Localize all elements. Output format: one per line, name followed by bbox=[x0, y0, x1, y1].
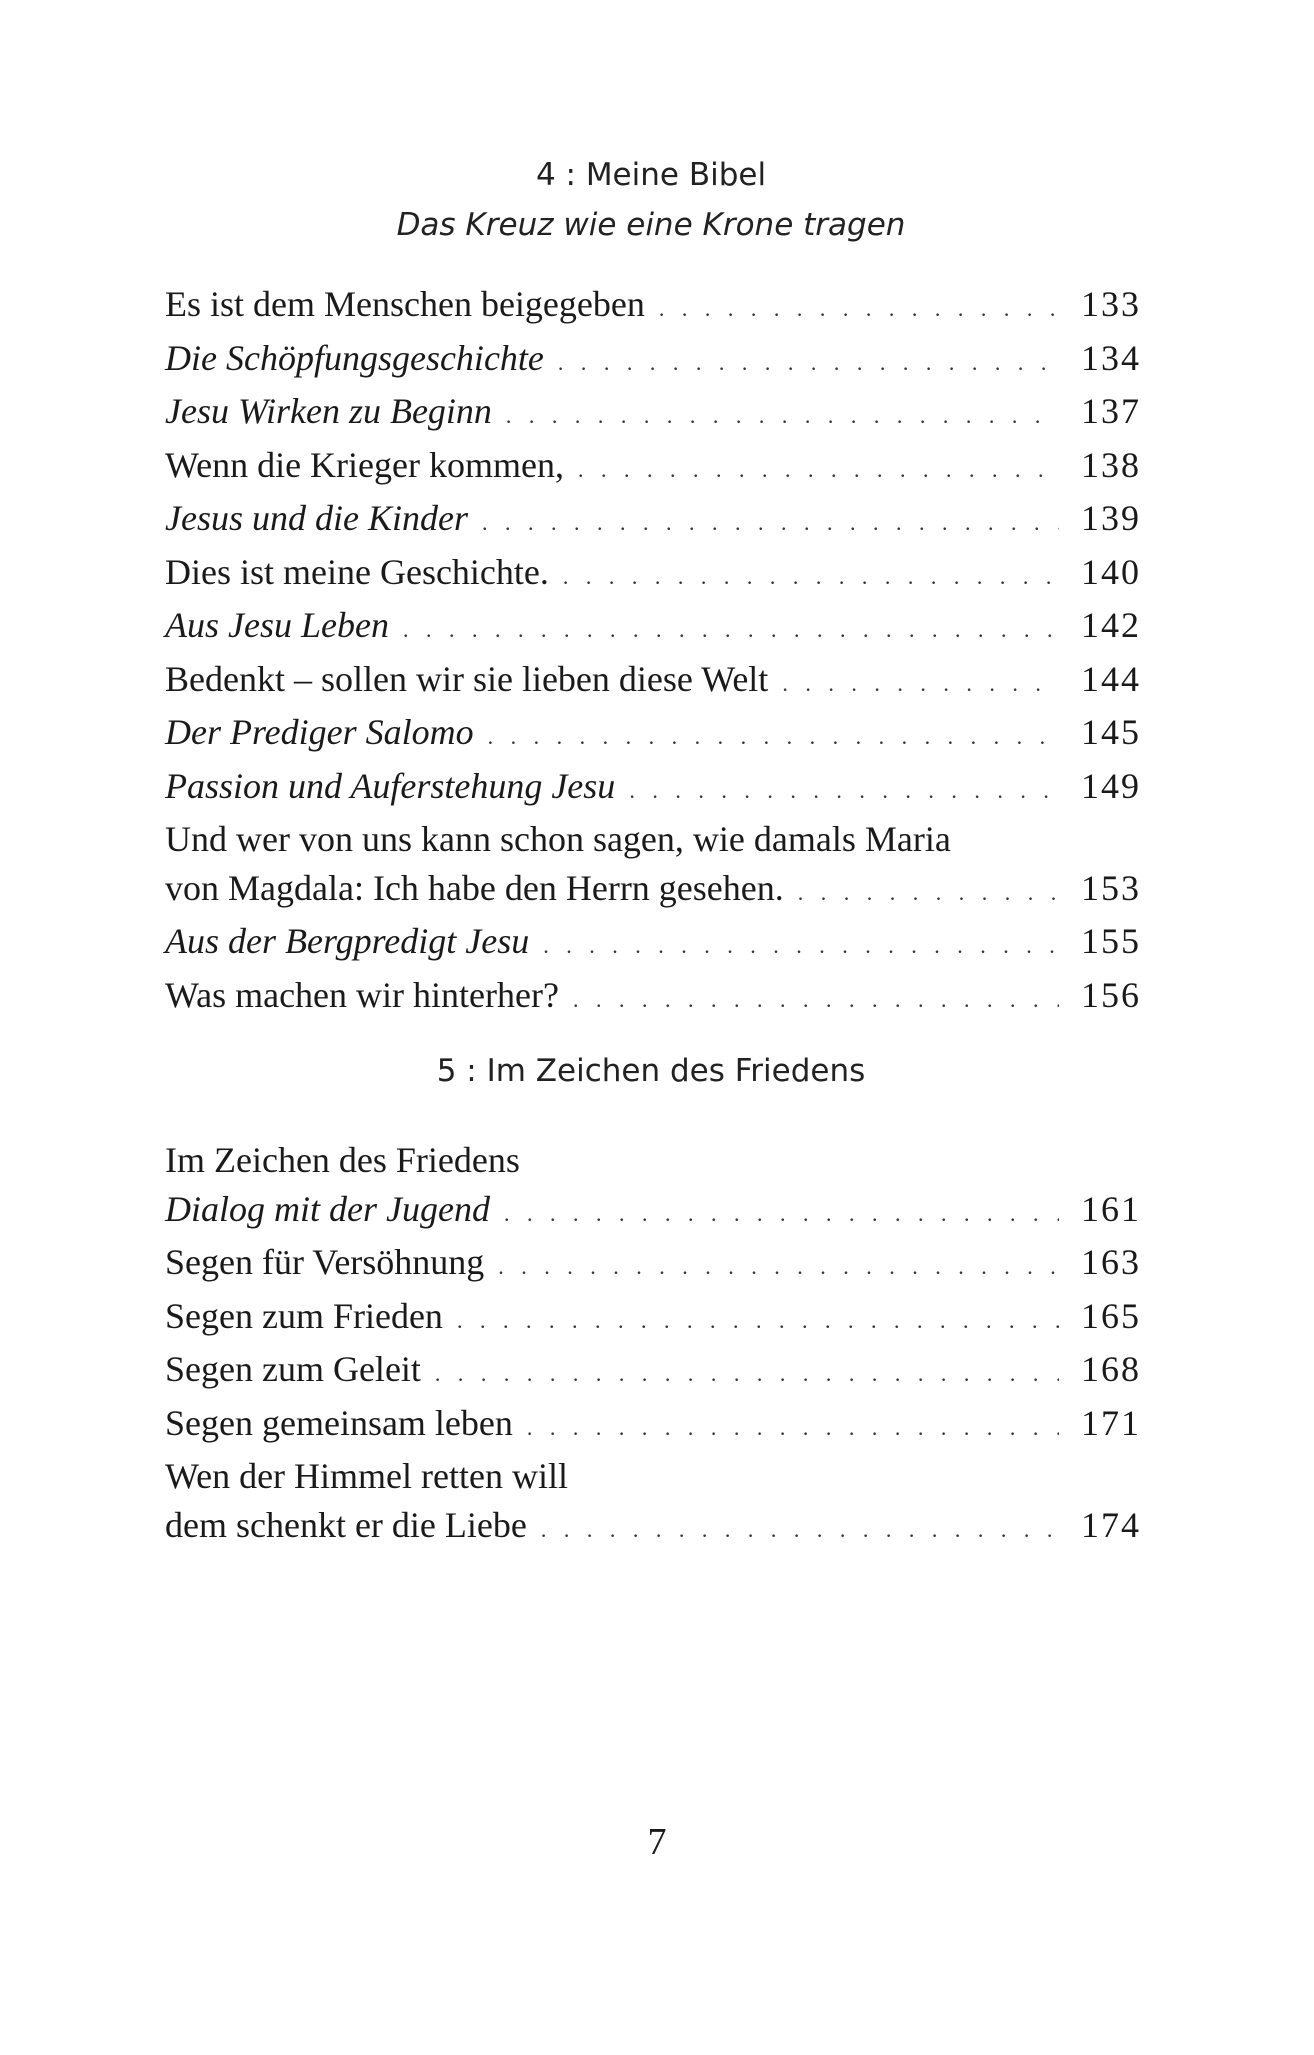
toc-entry[interactable] bbox=[165, 864, 1141, 918]
dot-leader bbox=[563, 553, 1059, 602]
toc-entry-title: Segen zum Geleit bbox=[165, 1349, 421, 1389]
toc-entry-title: Dies ist meine Geschichte. bbox=[165, 551, 549, 592]
toc-entry-page: 138 bbox=[1081, 444, 1141, 485]
toc-group-title: Im Zeichen des Friedens bbox=[165, 1140, 520, 1180]
dot-leader bbox=[578, 446, 1059, 495]
dot-leader bbox=[506, 392, 1059, 441]
toc-entry-title: Es ist dem Menschen beigegeben bbox=[165, 284, 645, 324]
toc-entry-title-line2: von Magdala: Ich habe den Herrn gesehen. bbox=[165, 867, 784, 908]
toc-entry[interactable] bbox=[165, 1399, 1141, 1453]
toc-entry-page: 144 bbox=[1081, 658, 1141, 699]
toc-entry-page: 171 bbox=[1081, 1402, 1141, 1443]
dot-leader bbox=[504, 1190, 1059, 1239]
toc-entry-title: Die Schöpfungsgeschichte bbox=[165, 337, 544, 378]
toc-entry-page: 133 bbox=[1081, 284, 1141, 324]
section-5-heading: 5 : Im Zeichen des Friedens bbox=[436, 1053, 866, 1089]
dot-leader bbox=[488, 713, 1059, 762]
toc-entry-title: Passion und Auferstehung Jesu bbox=[165, 765, 616, 806]
dot-leader bbox=[403, 606, 1059, 655]
toc-entry-page: 134 bbox=[1081, 337, 1141, 378]
dot-leader bbox=[573, 976, 1059, 1025]
table-of-contents-page bbox=[165, 150, 1141, 1554]
dot-leader bbox=[527, 1404, 1059, 1453]
section-5-entries bbox=[165, 1136, 1141, 1554]
toc-entry-page: 163 bbox=[1081, 1242, 1141, 1282]
toc-entry[interactable] bbox=[165, 1185, 1141, 1239]
toc-entry[interactable] bbox=[165, 708, 1141, 762]
toc-entry[interactable] bbox=[165, 441, 1141, 495]
toc-entry-page: 145 bbox=[1081, 712, 1141, 752]
section-4-subheading: Das Kreuz wie eine Krone tragen bbox=[396, 207, 906, 243]
dot-leader bbox=[543, 922, 1059, 971]
toc-entry-title-line1[interactable]: Wen der Himmel retten will bbox=[165, 1456, 568, 1496]
toc-entry[interactable] bbox=[165, 334, 1141, 388]
toc-entry-title: Aus Jesu Leben bbox=[165, 605, 389, 645]
toc-entry[interactable] bbox=[165, 601, 1141, 655]
toc-entry-page: 140 bbox=[1081, 551, 1141, 592]
toc-entry-page: 137 bbox=[1081, 391, 1141, 431]
toc-entry-page: 142 bbox=[1081, 605, 1141, 645]
dot-leader bbox=[629, 767, 1059, 816]
toc-entry-page: 153 bbox=[1081, 867, 1141, 908]
toc-entry-page: 149 bbox=[1081, 765, 1141, 806]
section-4-heading: 4 : Meine Bibel bbox=[535, 157, 767, 193]
dot-leader bbox=[782, 660, 1059, 709]
dot-leader bbox=[558, 339, 1059, 388]
section-4-entries bbox=[165, 280, 1141, 1024]
toc-entry-title-line2: dem schenkt er die Liebe bbox=[165, 1504, 527, 1545]
toc-entry-title-line1[interactable]: Und wer von uns kann schon sagen, wie damals Maria bbox=[165, 819, 951, 859]
toc-entry-page: 168 bbox=[1081, 1349, 1141, 1389]
toc-entry[interactable] bbox=[165, 1292, 1141, 1346]
toc-entry-page: 156 bbox=[1081, 974, 1141, 1015]
toc-entry-title: Aus der Bergpredigt Jesu bbox=[165, 921, 530, 961]
dot-leader bbox=[435, 1350, 1059, 1399]
toc-entry-page: 174 bbox=[1081, 1504, 1141, 1545]
toc-entry-title: Jesus und die Kinder bbox=[165, 498, 468, 538]
dot-leader bbox=[541, 1506, 1059, 1555]
toc-entry-title: Segen zum Frieden bbox=[165, 1295, 443, 1336]
toc-entry-title: Was machen wir hinterher? bbox=[165, 974, 559, 1015]
dot-leader bbox=[798, 869, 1059, 918]
toc-entry[interactable] bbox=[165, 971, 1141, 1025]
dot-leader bbox=[659, 285, 1059, 334]
toc-entry-title: Jesu Wirken zu Beginn bbox=[165, 391, 492, 431]
toc-entry[interactable] bbox=[165, 548, 1141, 602]
toc-entry[interactable] bbox=[165, 280, 1141, 334]
toc-entry[interactable] bbox=[165, 762, 1141, 816]
toc-entry-page: 155 bbox=[1081, 921, 1141, 961]
dot-leader bbox=[498, 1243, 1059, 1292]
toc-entry[interactable] bbox=[165, 917, 1141, 971]
toc-entry[interactable] bbox=[165, 1238, 1141, 1292]
toc-entry[interactable] bbox=[165, 655, 1141, 709]
toc-entry-title: Segen gemeinsam leben bbox=[165, 1402, 513, 1443]
dot-leader bbox=[457, 1297, 1059, 1346]
toc-entry[interactable] bbox=[165, 1345, 1141, 1399]
toc-entry-page: 139 bbox=[1081, 498, 1141, 538]
toc-entry-title: Wenn die Krieger kommen, bbox=[165, 444, 564, 485]
toc-entry[interactable] bbox=[165, 387, 1141, 441]
toc-entry-page: 161 bbox=[1081, 1188, 1141, 1229]
toc-entry-title: Segen für Versöhnung bbox=[165, 1242, 485, 1282]
toc-entry-title: Dialog mit der Jugend bbox=[165, 1188, 490, 1229]
page-number: 7 bbox=[647, 1821, 667, 1863]
toc-entry[interactable] bbox=[165, 494, 1141, 548]
toc-entry-page: 165 bbox=[1081, 1295, 1141, 1336]
dot-leader bbox=[482, 499, 1059, 548]
toc-entry-title: Der Prediger Salomo bbox=[165, 712, 474, 752]
toc-entry-title: Bedenkt – sollen wir sie lieben diese Welt bbox=[165, 658, 769, 699]
toc-entry[interactable] bbox=[165, 1501, 1141, 1555]
